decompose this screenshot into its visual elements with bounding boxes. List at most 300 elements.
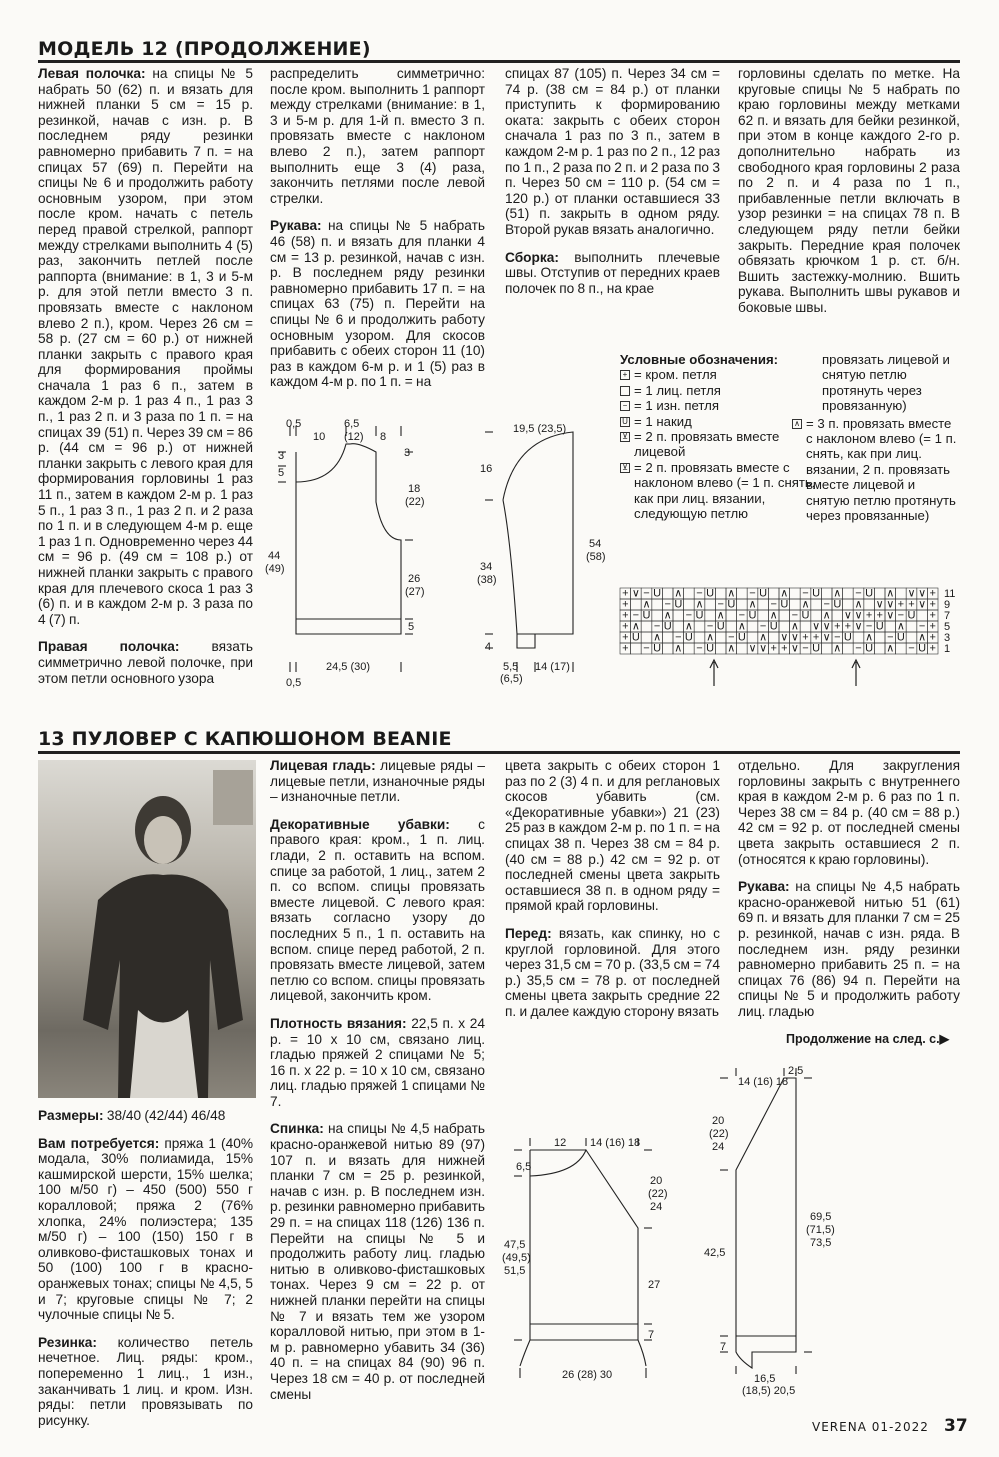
dim-label: 0,5 — [286, 418, 302, 430]
chart-cell — [737, 643, 748, 654]
dim-label: 24 — [712, 1141, 725, 1153]
dim-label: 51,5 — [504, 1265, 526, 1277]
stitch-chart — [618, 586, 960, 690]
chart-symbol: ∧ — [865, 631, 874, 644]
chart-cell — [673, 621, 684, 632]
chart-symbol: ∨ — [875, 598, 884, 611]
dim-label: 6,5 — [516, 1161, 532, 1173]
chart-symbol: − — [855, 587, 862, 600]
chart-cell — [832, 610, 843, 621]
chart-symbol: ∧ — [886, 587, 895, 600]
dim-label: 26 — [408, 573, 421, 585]
chart-symbol: ∨ — [780, 631, 789, 644]
chart-symbol: ∨ — [907, 587, 916, 600]
chart-symbol: − — [738, 609, 746, 622]
chart-symbol: + — [622, 642, 629, 655]
chart-symbol: ∧ — [759, 631, 768, 644]
chart-cell — [652, 610, 663, 621]
chart-symbol: U — [812, 642, 821, 655]
dim-label: 7 — [648, 1329, 655, 1341]
rib-text: количество петель нечетное. Лиц. ряды: кром., попеременно 1 лиц., 1 изн., заканчивать 1 лиц. и кром. Изн. ряды: петли провязывать по рисунку. — [38, 1334, 253, 1428]
dim-label: 14 (16) 18 — [590, 1137, 641, 1149]
chart-cell — [684, 643, 695, 654]
chart-symbol: + — [622, 609, 629, 622]
dim-label: 47,5 — [504, 1239, 526, 1251]
chart-symbol: + — [770, 642, 777, 655]
repeat-arrow — [710, 660, 718, 686]
chart-symbol: − — [664, 598, 671, 611]
dim-label: 8 — [380, 431, 387, 443]
chart-cell — [705, 610, 716, 621]
page-number: 37 — [944, 1416, 968, 1436]
chart-symbol: ∧ — [801, 598, 810, 611]
dim-label: 10 — [313, 431, 326, 443]
dim-label: 18 — [408, 483, 421, 495]
chart-symbol: + — [929, 598, 936, 611]
right-front-text: вязать симметрично левой полочке, при этом петли основного узора — [38, 639, 253, 686]
chart-symbol: ∧ — [822, 609, 831, 622]
chart-symbol: + — [622, 587, 629, 600]
chart-symbol: ∧ — [674, 642, 683, 655]
chart-symbol: U — [737, 631, 746, 644]
dim-label: 6,5 — [344, 418, 360, 430]
body-schematic-m13 — [500, 1128, 675, 1396]
chart-cell — [662, 632, 673, 643]
decreases-text: с правого края: кром., 1 п. лиц. глади, 2 п. оставить на вспом. спице за работой, 1 лиц., затем 2 п. со вспом. спицы провязать вместе лицевой. С левого края: вязать согласно узору до последних 5 п., 1 п. оставить на вспом. спице перед работой, 2 п. провязать вместе лицевой, затем петлю со вспом. спицы провязать лицевой, закончить кром. — [270, 816, 485, 1004]
chart-symbol: − — [865, 620, 873, 633]
chart-symbol: − — [696, 587, 703, 600]
chart-cell — [800, 621, 811, 632]
left-front-text: на спицы № 5 набрать 50 (62) п. и вязать для нижней планки 5 см = 15 р. резинкой, начав с изн. р. В последнем ряду резинки равномерно прибавить 7 п. = на спицах 57 (69) п. Перейти на спицы № 6 и продолжить работу основным узором, при этом после кром. начать с петель перед правой стрелкой, раппорт между стрелками выполнить 4 (5) раз, закончить петлей после раппорта (внимание: в 1, 3 и 5-м р. для этой петли вместо 3 п. провязать вместе с наклоном влево 2 п.), кром. Через 26 см = 58 р. (27 см = 60 р.) от нижней планки закрыть с правого края для формирования проймы сначала 1 раз 6 п., затем в каждом 2-м р. 1 раз 4 п., 1 раз 3 п., 1 раз 2 п. и 3 раза по 1 п. = на спицах 39 (51) п. Через 39 см = 86 р. (44 см = 96 р.) от нижней планки закрыть с левого края для формирования горловины 1 раз 11 п., затем в каждом 2-м р. 1 раз 5 п., 1 раз 3 п., 1 раз 2 п. и 2 раза по 1 п. и в следующем 4-м р. еще 1 раз 1 п. Одновременно через 44 см = 96 р. (49 см = 108 р.) от нижней планки закрыть с правого края для плечевого скоса 1 раз 3 (6) п. и в каждом 2-м р. 3 раза по 4 (7) п. — [38, 66, 253, 627]
chart-cell — [768, 632, 779, 643]
dim-label: 14 (16) 18 — [738, 1076, 789, 1088]
chart-cell — [906, 632, 917, 643]
chart-symbol: U — [748, 609, 757, 622]
chart-symbol: + — [929, 642, 936, 655]
chart-cell — [790, 588, 801, 599]
chart-symbol: U — [833, 598, 842, 611]
legend-item: = 1 изн. петля — [634, 398, 720, 414]
chart-symbol: − — [908, 642, 915, 655]
chart-cell — [715, 588, 726, 599]
chart-symbol: − — [823, 598, 830, 611]
chart-symbol: ∧ — [706, 631, 715, 644]
section-rule — [38, 60, 960, 63]
symbols-legend — [620, 352, 820, 521]
gauge-text: 22,5 п. х 24 р. = 10 х 10 см, связано лиц. гладью пряжей 2 спицами № 5; 16 п. х 22 р. = 10 х 10 см, связано лиц. гладью пряжей 1 спицами № 7. — [270, 1015, 485, 1109]
materials-text: пряжа 1 (40% модала, 30% полиамида, 15% кашмирской шерсти, 15% шелка; 100 м/50 г) – 450 (500) 550 г коралловой; пряжа 2 (76% хлопка, 24% полиэстера; 135 м/50 г) – 100 (150) 150 г в оливково-фисташковых тонах и 50 (100) 100 г в красно-оранжевых тонах; спицы № 4,5, 5 и 7; круговые спицы № 7; 2 чулочные спицы № 5. — [38, 1135, 253, 1323]
legend-item: = 1 накид — [634, 413, 692, 429]
yarn-over-icon: U — [620, 417, 630, 427]
chart-symbol: − — [653, 620, 661, 633]
legend-item: = 1 лиц. петля — [634, 382, 721, 398]
chart-symbol: ∧ — [695, 598, 704, 611]
chart-symbol: − — [759, 620, 767, 633]
chart-cell — [843, 588, 854, 599]
legend-item: = кром. петля — [634, 367, 717, 383]
chart-cell — [843, 599, 854, 610]
chart-symbol: − — [887, 631, 894, 644]
dim-label: 19,5 (23,5) — [513, 423, 567, 435]
chart-symbol: ∧ — [653, 631, 662, 644]
chart-cell — [652, 599, 663, 610]
sizes-text: 38/40 (42/44) 46/48 — [106, 1108, 226, 1123]
legend-item: = 2 п. провязать вместе лицевой — [634, 429, 780, 460]
chart-symbol: + — [834, 620, 841, 633]
chart-symbol: ∨ — [843, 609, 852, 622]
left-front-heading: Левая полочка: — [38, 66, 146, 81]
chart-symbol: ∧ — [780, 587, 789, 600]
chart-symbol: U — [801, 609, 810, 622]
chart-symbol: − — [791, 609, 799, 622]
chart-cell — [811, 610, 822, 621]
chart-symbol: − — [632, 609, 640, 622]
chart-cell — [694, 632, 705, 643]
dim-label: 5,5 — [503, 661, 519, 673]
chart-symbol: − — [897, 609, 905, 622]
chart-cell — [641, 621, 652, 632]
sleeves13-heading: Рукава: — [738, 879, 790, 895]
m12-column-1 — [38, 66, 253, 698]
chart-row-label: 11 — [944, 588, 956, 600]
chart-cell — [758, 610, 769, 621]
chart-symbol: − — [855, 642, 862, 655]
chart-symbol: − — [918, 620, 926, 633]
dim-label: 69,5 — [810, 1211, 832, 1223]
chart-cell — [662, 643, 673, 654]
front-heading: Перед: — [505, 925, 552, 941]
dim-label: 7 — [720, 1341, 727, 1353]
chart-symbol: U — [706, 587, 715, 600]
chart-symbol: U — [875, 620, 884, 633]
chart-symbol: ∨ — [790, 631, 799, 644]
chart-cell — [747, 632, 758, 643]
chart-cell — [673, 610, 684, 621]
chart-symbol: ∧ — [642, 598, 651, 611]
chart-symbol: U — [812, 587, 821, 600]
chart-cell — [896, 588, 907, 599]
front-text: вязать, как спинку, но с круглой горловиной. Для этого через 31,5 см = 70 р. (33,5 см = 74 р.) 35,5 см = 78 р. от последней смены цвета закрыть средние 22 п. и далее каждую сторону вязать — [505, 925, 720, 1019]
chart-symbol: U — [653, 642, 662, 655]
chart-cell — [864, 599, 875, 610]
chart-cell — [906, 621, 917, 632]
chart-row-label: 3 — [944, 632, 951, 644]
chart-symbol: − — [749, 587, 756, 600]
dim-label: 20 — [712, 1115, 725, 1127]
chart-symbol: + — [876, 609, 883, 622]
chart-symbol: ∧ — [727, 642, 736, 655]
chart-symbol: ∧ — [769, 609, 778, 622]
dim-label: (49) — [265, 563, 285, 575]
chart-cell — [874, 632, 885, 643]
sleeves-text-cont: спицах 87 (105) п. Через 34 см = 74 р. (38 см = 84 р.) от планки приступить к формированию оката: закрыть с обеих сторон сначала 1 раз по 3 п., затем в каждом 2-м р. 1 раз по 2 п., 12 раз по 1 п., 2 раза по 2 п. и 2 раза по 3 п. Через 50 см = 110 р. (54 см = 120 р.) от планки оставшиеся 33 (51) п. закрыть в одном ряду. Второй рукав вязать аналогично. — [505, 66, 720, 237]
stockinette-text: лицевые ряды – лицевые петли, изнаночные ряды – изнаночные петли. — [270, 758, 485, 805]
chart-symbol: ∧ — [790, 620, 799, 633]
chart-symbol: ∨ — [854, 609, 863, 622]
symbols-legend-2 — [792, 352, 958, 523]
chart-symbol: ∨ — [886, 609, 895, 622]
chart-symbol: ∧ — [886, 642, 895, 655]
chart-symbol: U — [674, 598, 683, 611]
chart-symbol: ∨ — [631, 587, 640, 600]
chart-symbol: + — [622, 631, 629, 644]
legend-item: = 2 п. провязать вместе с наклоном влево (= 1 п. снять, как при лиц. вязании, следующую петлю — [634, 459, 816, 522]
chart-cell — [896, 643, 907, 654]
chart-symbol: + — [929, 631, 936, 644]
front-schematic — [258, 412, 433, 692]
dim-label: (27) — [405, 586, 425, 598]
chart-cell — [779, 621, 790, 632]
repeat-arrow — [852, 660, 860, 686]
sleeves13-text: на спицы № 4,5 набрать красно-оранжевой нитью 51 (61) 69 п. и вязать для планки 7 см = 25 р. резинкой, начав с изн. ряда. В последнем изн. ряду резинки равномерно прибавить 25 п. = на спицах 76 (86) 94 п. Перейти на спицы № 5 и продолжить работу лиц. гладью — [738, 879, 960, 1019]
chart-symbol: ∨ — [822, 620, 831, 633]
chart-symbol: ∧ — [727, 587, 736, 600]
chart-cell — [715, 632, 726, 643]
chart-symbol: − — [685, 609, 693, 622]
chart-symbol: ∧ — [833, 587, 842, 600]
chart-symbol: U — [695, 609, 704, 622]
dim-label: 4 — [485, 641, 492, 653]
chart-symbol: − — [696, 642, 703, 655]
chart-symbol: − — [802, 642, 809, 655]
materials-heading: Вам потребуется: — [38, 1135, 160, 1151]
purl-stitch-icon: − — [620, 401, 630, 411]
dim-label: (6,5) — [500, 673, 523, 685]
chart-symbol: − — [706, 620, 714, 633]
chart-symbol: U — [769, 620, 778, 633]
legend-item-cont: провязать лицевой и снятую петлю протянуть через провязанную) — [822, 352, 950, 414]
dim-label: 14 (17) — [535, 661, 570, 673]
chart-symbol: U — [896, 631, 905, 644]
chart-cell — [811, 599, 822, 610]
chart-symbol: − — [643, 642, 650, 655]
chart-symbol: ∨ — [886, 598, 895, 611]
dim-label: 20 — [650, 1175, 663, 1187]
chart-cell — [885, 621, 896, 632]
chart-cell — [790, 599, 801, 610]
chart-symbol: ∧ — [716, 609, 725, 622]
dim-label: 5 — [408, 621, 415, 633]
chart-symbol: + — [781, 642, 788, 655]
chart-cell — [726, 610, 737, 621]
m12-column-3 — [505, 66, 720, 308]
chart-cell — [737, 599, 748, 610]
back-text: на спицы № 4,5 набрать красно-оранжевой нитью 89 (97) 107 п. и вязать для нижней планки 7 см = 25 р. резинкой, начав с изн. р. В последнем изн. р. резинки равномерно прибавить 29 п. = на спицах 118 (126) 136 п. Перейти на спицы № 5 и продолжить работу лиц. гладью нитью в оливково-фисташковых тонах. Через 9 см = 22 р. от нижней планки перейти на спицы № 7 и вязать тем же узором коралловой нитью, при этом в 1-м р. равномерно убавить 34 (36) 40 п. = на спицах 84 (90) 96 п. Через 18 см = 40 р. от последней смены — [270, 1121, 485, 1402]
sleeves-heading: Рукава: — [270, 218, 322, 234]
chart-cell — [684, 588, 695, 599]
sleeve-schematic-m13 — [700, 1060, 835, 1397]
chart-symbol: − — [770, 598, 777, 611]
chart-cell — [779, 610, 790, 621]
chart-symbol: U — [653, 587, 662, 600]
right-front-heading: Правая полочка: — [38, 639, 180, 655]
dim-label: 5 — [278, 467, 285, 479]
chart-symbol: ∧ — [748, 598, 757, 611]
chart-symbol: − — [802, 587, 809, 600]
dim-label: 3 — [278, 450, 285, 462]
chart-symbol: U — [865, 642, 874, 655]
dim-label: 73,5 — [810, 1237, 832, 1249]
chart-symbol: ∨ — [918, 598, 927, 611]
model-photo — [38, 760, 256, 1098]
m12-column-2 — [270, 66, 485, 402]
chart-cell — [631, 599, 642, 610]
edge-stitch-icon: + — [620, 370, 630, 380]
chart-cell — [768, 588, 779, 599]
chart-cell — [821, 588, 832, 599]
chart-symbol: U — [631, 631, 640, 644]
dim-label: (58) — [586, 551, 606, 563]
k2tog-icon: ⊻ — [620, 432, 630, 442]
dim-label: 27 — [648, 1279, 661, 1291]
knit-stitch-icon — [620, 386, 630, 396]
dim-label: 16,5 — [754, 1373, 776, 1385]
chart-symbol: + — [897, 598, 905, 611]
chart-symbol: U — [727, 598, 736, 611]
right-front-text-cont: распределить симметрично: после кром. выполнить 1 раппорт между стрелками (внимание: в 1, 3 и 5-м р. для 1-й п. вместо 3 п. провязать вместе с наклоном влево 2 п.), затем раппорт выполнить еще 3 (4) раза, закончить петлями после левой стрелки. — [270, 66, 485, 206]
dim-label: 44 — [268, 550, 281, 562]
chart-cell — [694, 621, 705, 632]
dim-label: (22) — [405, 496, 425, 508]
chart-symbol: + — [908, 598, 915, 611]
dim-label: (22) — [648, 1188, 668, 1200]
assembly-text-cont: горловины сделать по метке. На круговые спицы № 5 набрать по краю горловины между метками 62 п. и вязать для бейки резинкой, при этом в конце каждого 2-го р. дополнительно набрать из свободного края горловины 2 раза по 2 п. и 4 раза по 1 п., прибавленные петли включать в узор резинки = на спицах 78 п. В следующем ряду петли бейки закрыть. Передние края полочек обвязать крючком 1 р. ст. б/н. Вшить застежку-молнию. Вшить рукава. Выполнить швы рукавов и боковые швы. — [738, 66, 960, 315]
chart-symbol: U — [759, 587, 768, 600]
chart-symbol: ∧ — [854, 598, 863, 611]
back-text-cont: цвета закрыть с обеих сторон 1 раз по 2 (3) 4 п. и для реглановых скосов убавить (см. «Декоративные убавки») 21 (23) 25 раз в каждом 2-м р. по 1 п. = на спицах 38 п. Через 38 см = 84 р. (40 см = 88 р.) 42 см = 92 р. от последней смены цвета закрыть оставшиеся 38 п. в одном ряду = прямой край горловины. — [505, 758, 720, 914]
ssk-icon: ⊻ — [620, 463, 630, 473]
chart-cell — [917, 610, 928, 621]
chart-symbol: − — [834, 631, 841, 644]
chart-row-label: 7 — [944, 610, 951, 622]
chart-symbol: ∧ — [918, 631, 927, 644]
chart-symbol: ∧ — [684, 620, 693, 633]
dim-label: (12) — [344, 431, 364, 443]
chart-symbol: − — [717, 598, 724, 611]
front-text-cont: отдельно. Для закругления горловины закрыть с внутреннего края в каждом 2-м р. 6 раз по 1 п. Через 38 см = 84 р. (40 см = 88 р.) 42 см = 92 р. от последней смены цвета закрыть оставшиеся 2 п. (относятся к краю горловины). — [738, 758, 960, 867]
chart-cell — [715, 643, 726, 654]
chart-cell — [747, 621, 758, 632]
section-title-model12: МОДЕЛЬ 12 (ПРОДОЛЖЕНИЕ) — [38, 38, 371, 60]
chart-cell — [874, 588, 885, 599]
section-title-model13: 13 ПУЛОВЕР С КАПЮШОНОМ BEANIE — [38, 728, 452, 750]
chart-symbol: + — [929, 587, 936, 600]
chart-symbol: U — [684, 631, 693, 644]
chart-symbol: ∨ — [812, 620, 821, 633]
chart-symbol: − — [643, 587, 650, 600]
dim-label: (71,5) — [806, 1224, 835, 1236]
dim-label: (22) — [709, 1128, 729, 1140]
section-rule — [38, 751, 960, 754]
chart-symbol: U — [642, 609, 651, 622]
chart-symbol: ∨ — [854, 620, 863, 633]
chart-symbol: + — [812, 631, 820, 644]
dim-label: 42,5 — [704, 1247, 726, 1259]
gauge-heading: Плотность вязания: — [270, 1015, 407, 1031]
chart-symbol: ∧ — [896, 620, 905, 633]
chart-symbol: U — [843, 631, 852, 644]
m13-column-2 — [270, 758, 485, 1414]
continued-next-page: Продолжение на след. с.▶ — [786, 1032, 950, 1046]
chart-cell — [641, 632, 652, 643]
chart-symbol: ∨ — [822, 631, 831, 644]
m13-column-3 — [505, 758, 720, 1032]
chart-cell — [726, 621, 737, 632]
chart-symbol: + — [622, 620, 629, 633]
magazine-footer: VERENA 01-2022 — [812, 1420, 929, 1434]
chart-symbol: ∨ — [918, 587, 927, 600]
dim-label: 26 (28) 30 — [562, 1369, 613, 1381]
decreases-heading: Декоративные убавки: — [270, 816, 450, 832]
chart-symbol: + — [802, 631, 809, 644]
chart-symbol: ∨ — [748, 642, 757, 655]
chart-cell — [705, 599, 716, 610]
chart-symbol: + — [865, 609, 873, 622]
chart-symbol: U — [706, 642, 715, 655]
dim-label: (38) — [477, 574, 497, 586]
chart-symbol: U — [780, 598, 789, 611]
dim-label: 12 — [554, 1137, 567, 1149]
sizes-heading: Размеры: — [38, 1108, 104, 1123]
chart-cell — [853, 632, 864, 643]
chart-symbol: ∨ — [790, 642, 799, 655]
chart-cell — [758, 599, 769, 610]
chart-symbol: + — [929, 609, 936, 622]
dim-label: 0,5 — [286, 677, 302, 689]
chart-symbol: ∧ — [674, 587, 683, 600]
assembly-heading: Сборка: — [505, 249, 559, 265]
chart-cell — [843, 643, 854, 654]
chart-symbol: U — [663, 620, 672, 633]
chart-symbol: ∧ — [663, 609, 672, 622]
chart-symbol: ∧ — [631, 620, 640, 633]
dim-label: 16 — [480, 463, 493, 475]
dim-label: 3 — [404, 447, 411, 459]
chart-symbol: ∨ — [759, 642, 768, 655]
dim-label: 34 — [480, 561, 493, 573]
chart-cell — [631, 643, 642, 654]
dim-label: 24 — [650, 1201, 663, 1213]
chart-cell — [737, 588, 748, 599]
chart-symbol: ∧ — [833, 642, 842, 655]
chart-symbol: ∧ — [737, 620, 746, 633]
rib-heading: Резинка: — [38, 1334, 97, 1350]
chart-cell — [662, 588, 673, 599]
stockinette-heading: Лицевая гладь: — [270, 758, 376, 773]
chart-cell — [821, 643, 832, 654]
chart-symbol: U — [907, 609, 916, 622]
chart-cell — [874, 643, 885, 654]
chart-symbol: − — [675, 631, 682, 644]
dim-label: (49,5) — [502, 1252, 531, 1264]
chart-symbol: + — [622, 598, 629, 611]
chart-row-label: 5 — [944, 621, 951, 633]
sleeves-text: на спицы № 5 набрать 46 (58) п. и вязать для планки 4 см = 13 р. резинкой, начав с изн. р. В последнем ряду резинки равномерно прибавить 17 п. = на спицах 63 (75) п. Перейти на спицы № 6 и продолжить работу основным узором. Для скосов прибавить с обеих сторон 11 (10) раз в каждом 6-м р. и 1 (5) раз в каждом 4-м р. по 1 п. = на — [270, 218, 485, 390]
legend-title: Условные обозначения: — [620, 352, 779, 367]
m13-column-1 — [38, 1108, 253, 1440]
chart-symbol: U — [865, 587, 874, 600]
sleeve-schematic-m12 — [455, 412, 615, 692]
dim-label: 54 — [589, 538, 602, 550]
chart-row-label: 1 — [944, 643, 951, 655]
chart-symbol: + — [844, 620, 852, 633]
sk2p-icon: ∧ — [792, 419, 802, 429]
chart-cell — [684, 599, 695, 610]
back-heading: Спинка: — [270, 1121, 324, 1137]
legend-item: = 3 п. провязать вместе с наклоном влево (= 1 п. снять, как при лиц. вязании, 2 п. провязать вместе лицевой и снятую петлю протянуть через провязанные) — [806, 415, 957, 524]
m12-column-4 — [738, 66, 960, 328]
chart-symbol: + — [929, 620, 936, 633]
